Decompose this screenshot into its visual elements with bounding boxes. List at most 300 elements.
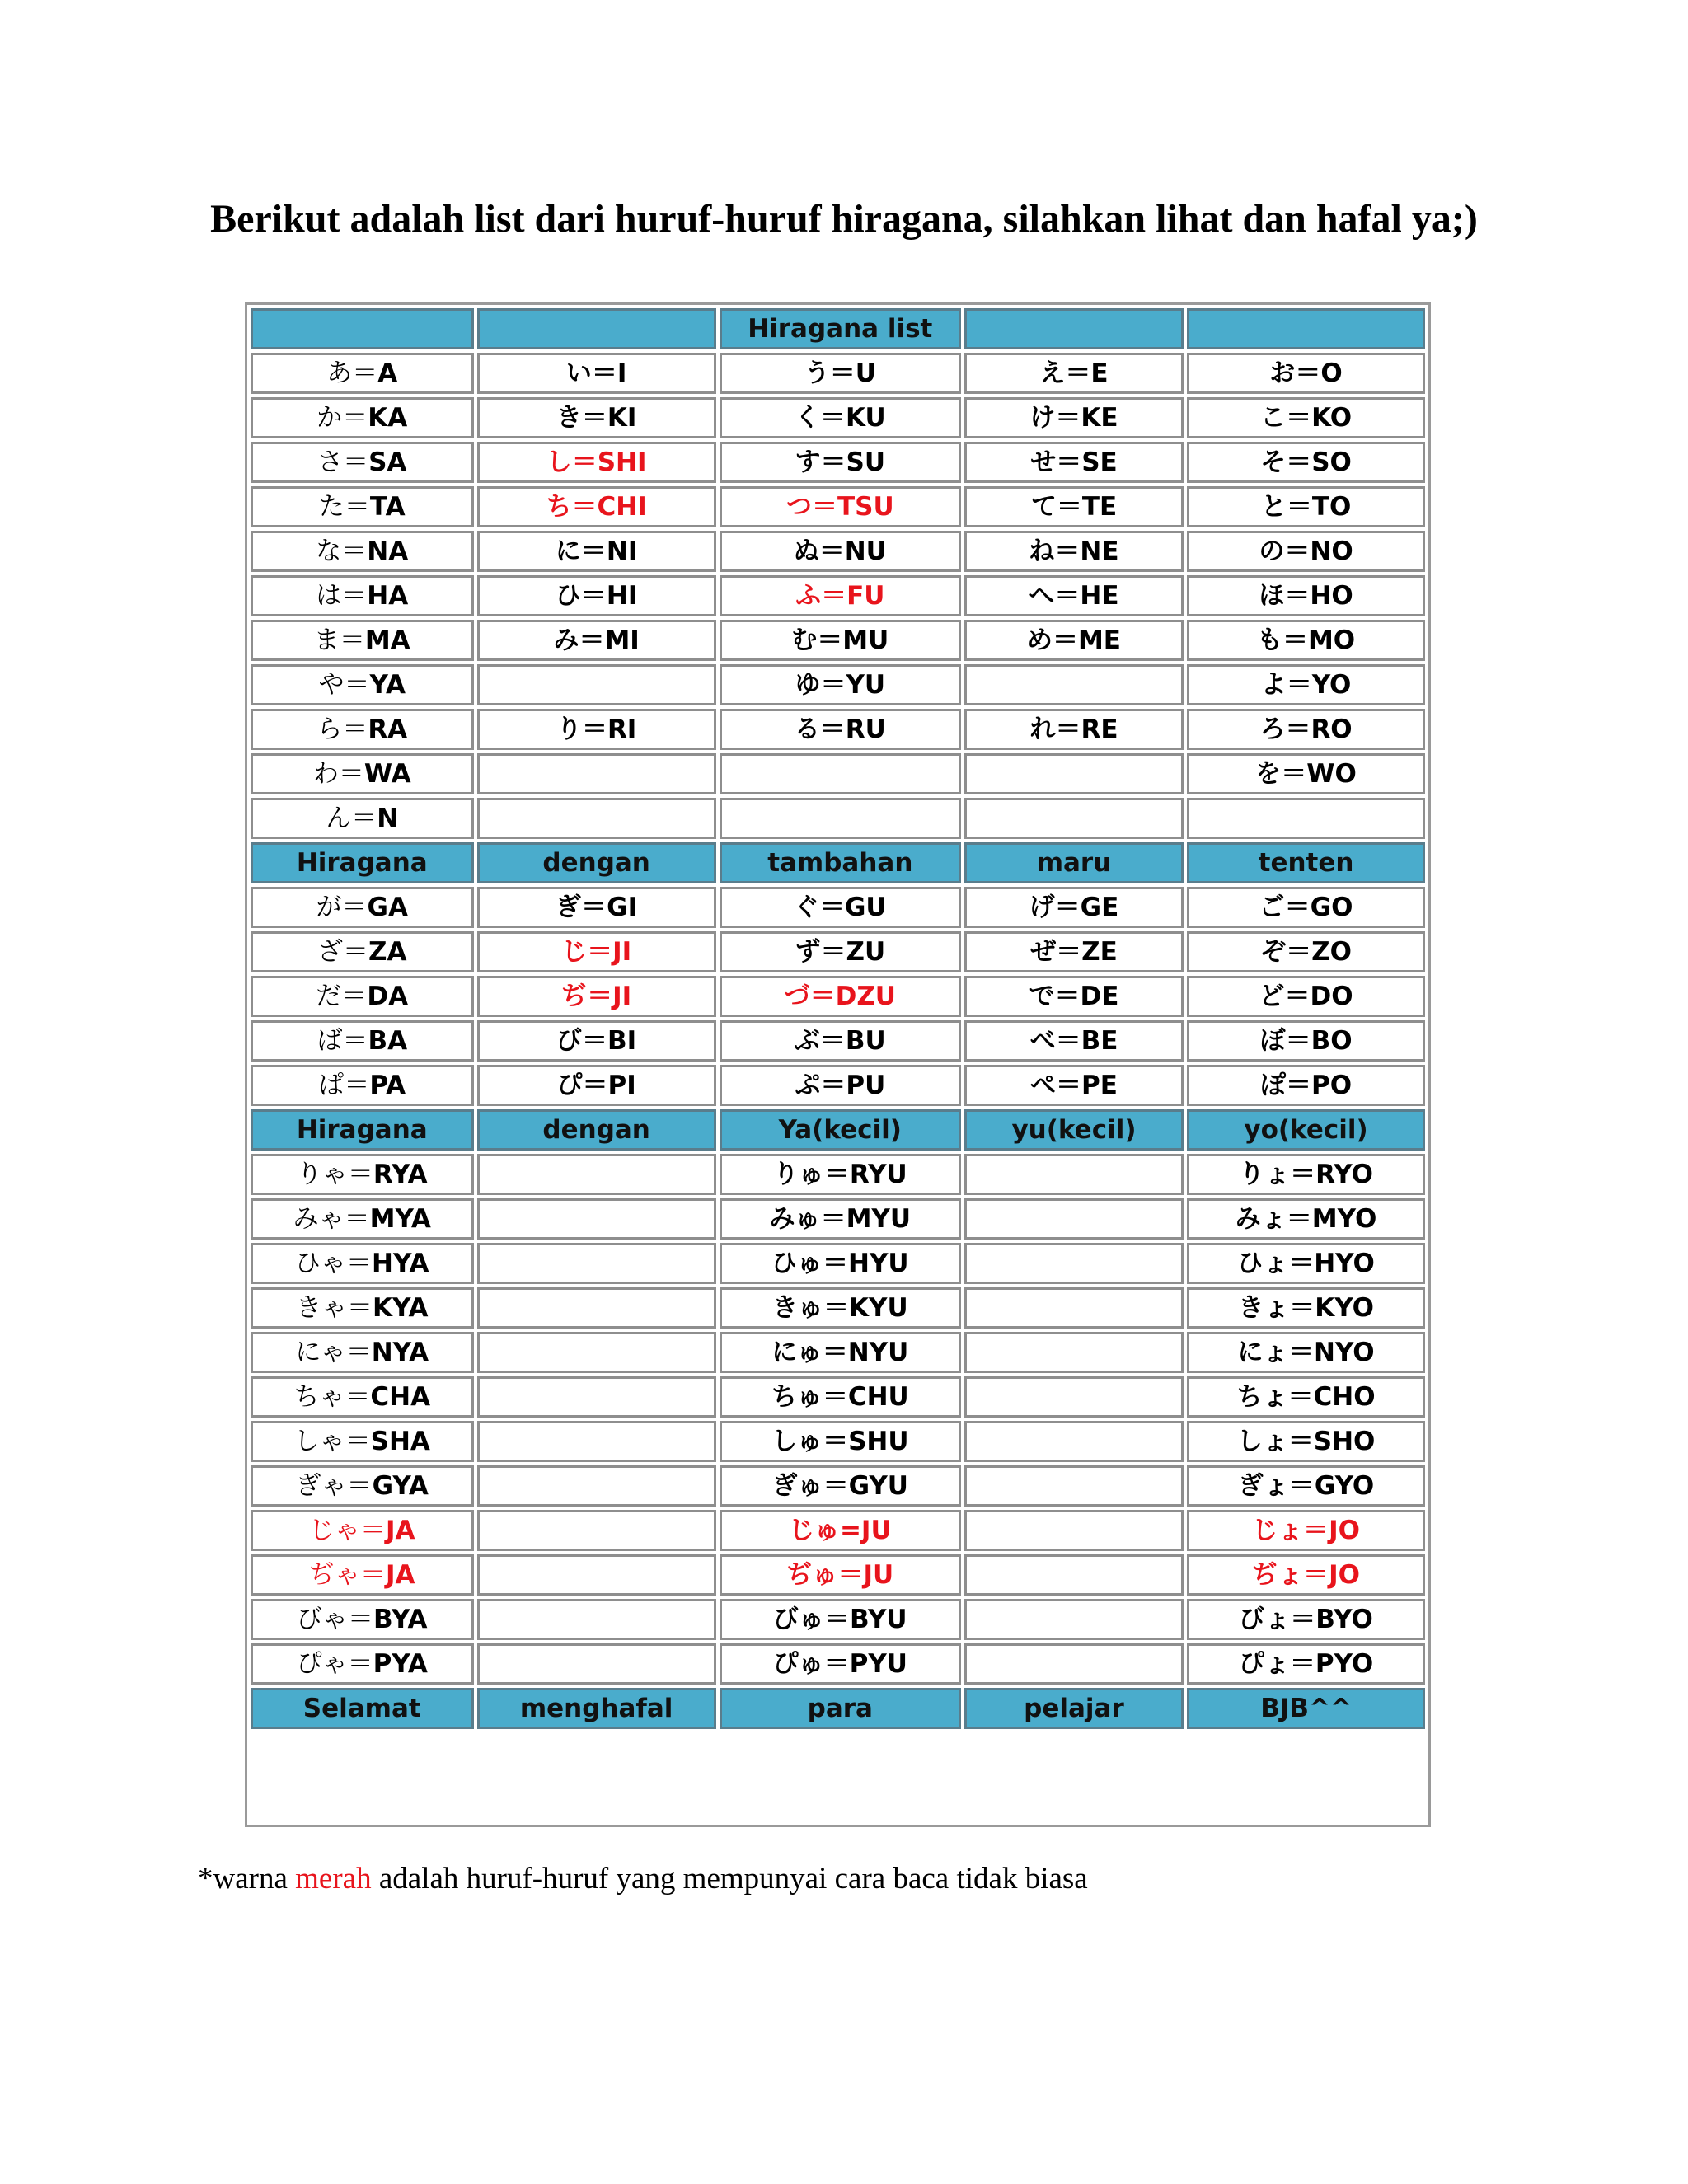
- equals-sign: ＝: [819, 715, 846, 744]
- kana-cell: [964, 486, 1184, 527]
- kana-cell: [720, 709, 961, 750]
- kana-cell: [720, 1243, 961, 1284]
- equals-sign: ＝: [1289, 1649, 1315, 1679]
- table-row: [251, 1020, 1425, 1062]
- equals-sign: ＝: [809, 982, 836, 1011]
- kana-cell: [477, 353, 716, 394]
- table-row: [251, 798, 1425, 839]
- romaji-text: WO: [1306, 759, 1357, 789]
- kana-cell: [251, 976, 474, 1017]
- kana-glyph: き: [556, 403, 582, 433]
- kana-cell: [964, 531, 1184, 572]
- kana-cell: [1187, 1599, 1425, 1640]
- romaji-text: E: [1090, 359, 1109, 388]
- kana-cell: [720, 1376, 961, 1418]
- romaji-text: JU: [863, 1560, 894, 1590]
- header-cell: BJB^^: [1187, 1688, 1425, 1729]
- kana-glyph: じょ: [1252, 1516, 1304, 1545]
- kana-cell: [720, 1332, 961, 1373]
- kana-glyph: だ: [316, 982, 342, 1011]
- equals-sign: ＝: [1287, 1427, 1314, 1456]
- table-row: [251, 1421, 1425, 1462]
- romaji-text: SU: [846, 448, 886, 477]
- romaji-text: MO: [1307, 626, 1356, 655]
- romaji-text: NU: [844, 537, 887, 566]
- kana-glyph: きゅ: [771, 1293, 823, 1323]
- empty-cell: [964, 1243, 1184, 1284]
- table-row: [251, 1154, 1425, 1195]
- kana-glyph: わ: [312, 759, 339, 789]
- kana-cell: [251, 1198, 474, 1240]
- kana-cell: [1187, 1643, 1425, 1685]
- romaji-text: BU: [845, 1026, 886, 1056]
- kana-cell: [477, 575, 716, 616]
- equals-sign: ＝: [1056, 448, 1082, 477]
- kana-cell: [251, 1465, 474, 1507]
- kana-glyph: み: [553, 626, 579, 655]
- romaji-text: BYA: [373, 1605, 428, 1634]
- romaji-text: SHI: [597, 448, 647, 477]
- romaji-text: MU: [842, 626, 889, 655]
- romaji-text: ZO: [1311, 937, 1352, 967]
- header-cell: [964, 308, 1184, 349]
- romaji-text: GA: [367, 893, 408, 922]
- equals-sign: ＝: [820, 1071, 846, 1100]
- romaji-text: KYU: [848, 1293, 908, 1323]
- romaji-text: CHA: [370, 1382, 431, 1412]
- kana-cell: [720, 442, 961, 483]
- kana-glyph: ぱ: [318, 1071, 345, 1100]
- kana-cell: [251, 620, 474, 661]
- kana-cell: [720, 1154, 961, 1195]
- equals-sign: ＝: [359, 1560, 386, 1590]
- kana-cell: [964, 620, 1184, 661]
- romaji-text: DE: [1080, 982, 1119, 1011]
- header-cell: yu(kecil): [964, 1109, 1184, 1151]
- equals-sign: ＝: [1286, 937, 1312, 967]
- empty-cell: [477, 1643, 716, 1685]
- equals-sign: ＝: [823, 1471, 849, 1501]
- empty-cell: [964, 1643, 1184, 1685]
- equals-sign: ＝: [591, 359, 617, 388]
- kana-glyph: ぴゃ: [296, 1649, 348, 1679]
- kana-glyph: みゃ: [293, 1204, 345, 1234]
- equals-sign: ＝: [344, 1071, 370, 1100]
- equals-sign: ＝: [1286, 1071, 1312, 1100]
- kana-glyph: じ: [561, 937, 588, 967]
- kana-glyph: あ: [326, 359, 353, 388]
- kana-glyph: ぢゅ: [786, 1560, 838, 1590]
- kana-cell: [251, 1421, 474, 1462]
- empty-cell: [477, 1332, 716, 1373]
- equals-sign: ＝: [1288, 1471, 1315, 1501]
- kana-cell: [477, 531, 716, 572]
- romaji-text: CHU: [847, 1382, 909, 1412]
- romaji-text: NA: [367, 537, 409, 566]
- kana-glyph: し: [546, 448, 572, 477]
- kana-cell: [251, 1154, 474, 1195]
- romaji-text: O: [1320, 359, 1343, 388]
- header-cell: Selamat: [251, 1688, 474, 1729]
- romaji-text: PYU: [849, 1649, 907, 1679]
- kana-glyph: さ: [317, 448, 344, 477]
- kana-cell: [477, 442, 716, 483]
- kana-glyph: きょ: [1238, 1293, 1290, 1323]
- romaji-text: RE: [1081, 715, 1118, 744]
- kana-cell: [251, 1554, 474, 1596]
- equals-sign: ＝: [823, 1249, 848, 1278]
- kana-cell: [477, 931, 716, 972]
- kana-cell: [251, 486, 474, 527]
- romaji-text: SA: [368, 448, 407, 477]
- kana-glyph: ぴゅ: [772, 1649, 824, 1679]
- kana-cell: [477, 976, 716, 1017]
- equals-sign: ＝: [1284, 893, 1311, 922]
- romaji-text: TA: [369, 492, 406, 522]
- kana-cell: [964, 1065, 1184, 1106]
- equals-sign: ＝: [1303, 1516, 1329, 1545]
- romaji-text: PU: [846, 1071, 886, 1100]
- header-cell: pelajar: [964, 1688, 1184, 1729]
- header-cell: tenten: [1187, 842, 1425, 883]
- equals-sign: ＝: [571, 448, 598, 477]
- equals-sign: ＝: [1054, 537, 1081, 566]
- kana-cell: [1187, 1510, 1425, 1551]
- equals-sign: ＝: [1285, 715, 1311, 744]
- empty-cell: [477, 1554, 716, 1596]
- kana-cell: [720, 1065, 961, 1106]
- table-row: [251, 620, 1425, 661]
- equals-sign: ＝: [1055, 403, 1081, 433]
- romaji-text: PO: [1311, 1071, 1353, 1100]
- kana-glyph: ぎょ: [1237, 1471, 1289, 1501]
- equals-sign: ＝: [1281, 759, 1307, 789]
- empty-cell: [1187, 798, 1425, 839]
- kana-glyph: ぺ: [1030, 1071, 1057, 1100]
- equals-sign: ＝: [339, 626, 365, 655]
- kana-cell: [720, 486, 961, 527]
- equals-sign: ＝: [1290, 1160, 1316, 1189]
- header-cell: tambahan: [720, 842, 961, 883]
- romaji-text: NE: [1080, 537, 1119, 566]
- romaji-text: NYU: [847, 1338, 909, 1367]
- empty-cell: [477, 1510, 716, 1551]
- table-row: [251, 1510, 1425, 1551]
- kana-cell: [1187, 709, 1425, 750]
- equals-sign: ＝: [580, 581, 607, 611]
- romaji-text: KI: [607, 403, 637, 433]
- empty-cell: [477, 1198, 716, 1240]
- romaji-text: JU: [860, 1516, 892, 1545]
- header-cell: menghafal: [477, 1688, 716, 1729]
- kana-glyph: びゅ: [773, 1605, 825, 1634]
- kana-cell: [251, 709, 474, 750]
- equals-sign: ＝: [345, 1338, 372, 1367]
- kana-cell: [720, 1287, 961, 1329]
- kana-cell: [720, 397, 961, 438]
- romaji-text: GI: [607, 893, 638, 922]
- equals-sign: ＝: [811, 492, 837, 522]
- kana-glyph: へ: [1029, 581, 1055, 611]
- equals-sign: ＝: [823, 1427, 849, 1456]
- kana-cell: [964, 353, 1184, 394]
- romaji-text: HYA: [372, 1249, 429, 1278]
- romaji-text: SHA: [370, 1427, 430, 1456]
- kana-glyph: にゅ: [771, 1338, 823, 1367]
- equals-sign: ＝: [347, 1649, 373, 1679]
- kana-glyph: も: [1256, 626, 1282, 655]
- equals-sign: ＝: [1286, 1204, 1312, 1234]
- equals-sign: ＝: [822, 1382, 848, 1412]
- table-row: [251, 1287, 1425, 1329]
- romaji-text: SE: [1081, 448, 1118, 477]
- empty-cell: [477, 1599, 716, 1640]
- kana-glyph: む: [791, 626, 818, 655]
- empty-cell: [477, 1243, 716, 1284]
- kana-cell: [720, 531, 961, 572]
- kana-glyph: た: [318, 492, 345, 522]
- equals-sign: ＝: [818, 537, 845, 566]
- kana-glyph: ぴ: [556, 1071, 583, 1100]
- kana-glyph: ひゅ: [771, 1249, 823, 1278]
- kana-cell: [477, 1065, 716, 1106]
- equals-sign: ＝: [345, 1382, 371, 1412]
- equals-sign: ＝: [582, 1026, 608, 1056]
- equals-sign: ＝: [818, 893, 845, 922]
- kana-cell: [251, 753, 474, 794]
- romaji-text: PYA: [373, 1649, 428, 1679]
- kana-cell: [1187, 1243, 1425, 1284]
- kana-glyph: ど: [1259, 982, 1285, 1011]
- kana-cell: [1187, 976, 1425, 1017]
- romaji-text: RYO: [1315, 1160, 1373, 1189]
- table-row: [251, 1065, 1425, 1106]
- romaji-text: MYO: [1311, 1204, 1377, 1234]
- header-cell: [1187, 308, 1425, 349]
- equals-sign: ＝: [837, 1560, 864, 1590]
- kana-cell: [720, 1465, 961, 1507]
- kana-glyph: ぢょ: [1252, 1560, 1304, 1590]
- romaji-text: YA: [369, 670, 406, 700]
- table-header-row: [251, 1688, 1425, 1729]
- equals-sign: ＝: [1065, 359, 1091, 388]
- equals-sign: ＝: [348, 1605, 374, 1634]
- kana-cell: [964, 575, 1184, 616]
- empty-cell: [477, 1287, 716, 1329]
- footnote-highlight: merah: [295, 1862, 372, 1896]
- equals-sign: ＝: [822, 1338, 848, 1367]
- empty-cell: [477, 1421, 716, 1462]
- kana-cell: [964, 976, 1184, 1017]
- equals-sign: ＝: [819, 1026, 846, 1056]
- kana-glyph: ぞ: [1260, 937, 1287, 967]
- kana-cell: [1187, 397, 1425, 438]
- kana-cell: [251, 798, 474, 839]
- romaji-text: YO: [1311, 670, 1352, 700]
- kana-cell: [720, 931, 961, 972]
- kana-glyph: びゃ: [297, 1605, 349, 1634]
- kana-cell: [720, 1510, 961, 1551]
- kana-glyph: ちゅ: [771, 1382, 823, 1412]
- footnote: [198, 1861, 1088, 1897]
- romaji-text: HYO: [1314, 1249, 1375, 1278]
- romaji-text: PE: [1081, 1071, 1118, 1100]
- kana-glyph: ぢ: [561, 982, 588, 1011]
- equals-sign: ＝: [581, 715, 607, 744]
- kana-cell: [1187, 1198, 1425, 1240]
- romaji-text: GYO: [1314, 1471, 1375, 1501]
- kana-glyph: ば: [316, 1026, 343, 1056]
- romaji-text: I: [617, 359, 627, 388]
- romaji-text: MI: [604, 626, 640, 655]
- romaji-text: KU: [845, 403, 886, 433]
- empty-cell: [964, 1376, 1184, 1418]
- kana-glyph: や: [318, 670, 345, 700]
- kana-glyph: しゃ: [293, 1427, 345, 1456]
- kana-glyph: びょ: [1239, 1605, 1291, 1634]
- kana-cell: [477, 486, 716, 527]
- empty-cell: [964, 798, 1184, 839]
- kana-cell: [251, 1510, 474, 1551]
- kana-cell: [1187, 575, 1425, 616]
- equals-sign: ＝: [1284, 982, 1311, 1011]
- romaji-text: SHU: [848, 1427, 909, 1456]
- equals-sign: ＝: [1286, 403, 1312, 433]
- table-row: [251, 397, 1425, 438]
- equals-sign: ＝: [1290, 1605, 1316, 1634]
- romaji-text: HE: [1080, 581, 1119, 611]
- kana-cell: [720, 1643, 961, 1685]
- romaji-text: RO: [1311, 715, 1353, 744]
- header-cell: maru: [964, 842, 1184, 883]
- kana-glyph: きゃ: [296, 1293, 347, 1323]
- romaji-text: BA: [368, 1026, 408, 1056]
- kana-glyph: え: [1039, 359, 1066, 388]
- equals-sign: ＝: [1055, 715, 1081, 744]
- kana-glyph: そ: [1260, 448, 1287, 477]
- equals-sign: ＝: [1285, 1026, 1311, 1056]
- romaji-text: WA: [363, 759, 411, 789]
- romaji-text: YU: [846, 670, 886, 700]
- header-cell: yo(kecil): [1187, 1109, 1425, 1151]
- kana-cell: [251, 1287, 474, 1329]
- kana-cell: [1187, 1554, 1425, 1596]
- equals-sign: ＝: [829, 359, 856, 388]
- equals-sign: ＝: [1056, 1071, 1082, 1100]
- kana-cell: [251, 1376, 474, 1418]
- kana-cell: [1187, 1065, 1425, 1106]
- kana-glyph: く: [794, 403, 820, 433]
- equals-sign: ＝: [341, 893, 368, 922]
- kana-cell: [720, 620, 961, 661]
- kana-cell: [1187, 887, 1425, 928]
- kana-cell: [477, 620, 716, 661]
- kana-cell: [720, 353, 961, 394]
- equals-sign: ＝: [1054, 982, 1081, 1011]
- equals-sign: ＝: [347, 1293, 373, 1323]
- romaji-text: RI: [607, 715, 637, 744]
- romaji-text: KYO: [1315, 1293, 1374, 1323]
- romaji-text: GYU: [848, 1471, 908, 1501]
- equals-sign: ＝: [580, 537, 607, 566]
- equals-sign: ＝: [1054, 581, 1081, 611]
- romaji-text: CHI: [597, 492, 647, 522]
- equals-sign: ＝: [1055, 1026, 1081, 1056]
- equals-sign: ＝: [347, 1160, 373, 1189]
- kana-glyph: で: [1029, 982, 1055, 1011]
- kana-cell: [720, 1198, 961, 1240]
- equals-sign: ＝: [821, 581, 847, 611]
- kana-glyph: ぎゃ: [295, 1471, 347, 1501]
- romaji-text: DA: [367, 982, 409, 1011]
- kana-cell: [477, 397, 716, 438]
- equals-sign: =: [839, 1516, 861, 1545]
- kana-glyph: を: [1255, 759, 1282, 789]
- kana-glyph: す: [795, 448, 821, 477]
- equals-sign: ＝: [346, 1249, 373, 1278]
- equals-sign: ＝: [823, 1649, 850, 1679]
- kana-glyph: の: [1259, 537, 1285, 566]
- kana-glyph: ち: [546, 492, 572, 522]
- table-row: [251, 575, 1425, 616]
- kana-glyph: は: [316, 581, 342, 611]
- kana-cell: [1187, 353, 1425, 394]
- kana-cell: [251, 1332, 474, 1373]
- romaji-text: FU: [846, 581, 885, 611]
- empty-cell: [477, 1154, 716, 1195]
- equals-sign: ＝: [817, 626, 843, 655]
- kana-glyph: べ: [1029, 1026, 1056, 1056]
- table-row: [251, 1198, 1425, 1240]
- equals-sign: ＝: [820, 448, 846, 477]
- kana-glyph: い: [565, 359, 592, 388]
- equals-sign: ＝: [351, 804, 377, 833]
- kana-cell: [1187, 1332, 1425, 1373]
- equals-sign: ＝: [1056, 937, 1082, 967]
- romaji-text: RYU: [849, 1160, 907, 1189]
- romaji-text: SO: [1311, 448, 1352, 477]
- kana-cell: [964, 931, 1184, 972]
- equals-sign: ＝: [1287, 1382, 1314, 1412]
- equals-sign: ＝: [343, 448, 369, 477]
- romaji-text: GYA: [372, 1471, 429, 1501]
- romaji-text: U: [855, 359, 876, 388]
- romaji-text: JO: [1329, 1516, 1360, 1545]
- footnote-prefix: *warna: [198, 1862, 296, 1896]
- equals-sign: ＝: [820, 1204, 846, 1234]
- empty-cell: [964, 1198, 1184, 1240]
- kana-cell: [251, 1065, 474, 1106]
- table-header-row: [251, 308, 1425, 349]
- equals-sign: ＝: [823, 1160, 850, 1189]
- kana-glyph: お: [1269, 359, 1296, 388]
- kana-glyph: び: [556, 1026, 583, 1056]
- empty-cell: [964, 1154, 1184, 1195]
- romaji-text: BI: [607, 1026, 637, 1056]
- romaji-text: HA: [367, 581, 409, 611]
- table-header-row: [251, 1109, 1425, 1151]
- kana-glyph: りゅ: [772, 1160, 824, 1189]
- equals-sign: ＝: [587, 937, 613, 967]
- kana-glyph: ぜ: [1030, 937, 1057, 967]
- kana-glyph: りゃ: [296, 1160, 348, 1189]
- kana-cell: [964, 709, 1184, 750]
- empty-cell: [477, 1465, 716, 1507]
- equals-sign: ＝: [341, 537, 368, 566]
- empty-cell: [720, 798, 961, 839]
- kana-cell: [1187, 1465, 1425, 1507]
- romaji-text: JO: [1329, 1560, 1360, 1590]
